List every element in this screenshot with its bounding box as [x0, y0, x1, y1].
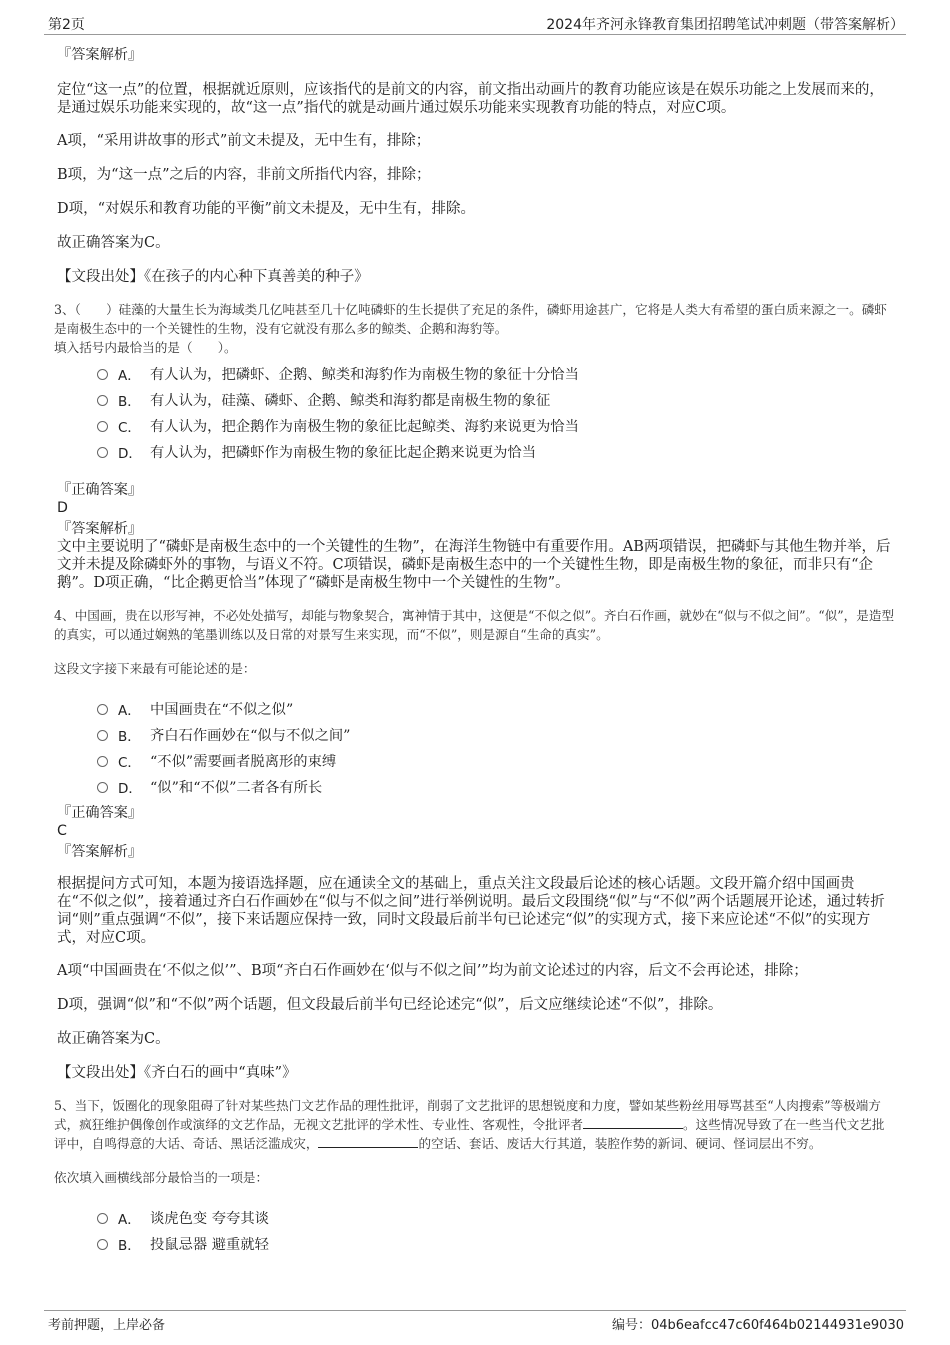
header-divider — [44, 34, 906, 35]
radio-icon[interactable] — [97, 1213, 108, 1224]
analysis-option-d: D项，强调“似”和“不似”两个话题，但文段最后前半句已经论述完“似”，后文应继续论述“不似”，排除。 — [57, 997, 723, 1013]
option-c[interactable]: C． “不似”需要画者脱离形的束缚 — [97, 748, 897, 774]
conclusion: 故正确答案为C。 — [57, 235, 170, 251]
answer-tag: 『正确答案』 — [57, 482, 143, 498]
option-d[interactable]: D． “似”和“不似”二者各有所长 — [97, 774, 897, 800]
analysis-option-ab: A项“中国画贵在‘不似之似’”、B项“齐白石作画妙在‘似与不似之间’”均为前文论述过的内容，后文不会再论述，排除； — [57, 963, 808, 979]
radio-icon[interactable] — [97, 730, 108, 741]
radio-icon[interactable] — [97, 421, 108, 432]
option-a[interactable]: A． 有人认为，把磷虾、企鹅、鲸类和海豹作为南极生物的象征十分恰当 — [97, 361, 897, 387]
question-5-prompt: 依次填入画横线部分最恰当的一项是： — [54, 1170, 269, 1185]
analysis-option-a: A项，“采用讲故事的形式”前文未提及，无中生有，排除； — [57, 133, 431, 149]
correct-answer: D — [57, 500, 68, 516]
analysis-tag: 『答案解析』 — [57, 47, 143, 63]
question-3-prompt: 填入括号内最恰当的是（ ）。 — [54, 340, 237, 355]
page-number: 第2页 — [48, 17, 85, 33]
analysis-paragraph: 根据提问方式可知，本题为接语选择题，应在通读全文的基础上，重点关注文段最后论述的核心话题。文段开篇介绍中国画贵在“不似之似”，接着通过齐白石作画妙在“似与不似之间”进行举例说明。最后文段围绕“似”与“不似”两个话题展开论述，通过转折词“则”重点强调“不似”，接下来话题应保持一致，同时文段最后前半句已论述完“似”的实现方式，接下来应论述“不似”的实现方式，对应C项。 — [57, 876, 885, 946]
blank-line-1 — [583, 1116, 683, 1129]
option-b[interactable]: B． 投鼠忌器 避重就轻 — [97, 1231, 897, 1257]
analysis-paragraph: 文中主要说明了“磷虾是南极生态中的一个关键性的生物”，在海洋生物链中有重要作用。AB两项错误，把磷虾与其他生物并举，后文并未提及除磷虾外的事物，与语义不符。C项错误，磷虾是南极生态中的一个关键性生物，即是南极生物的象征，而非只有“企鹅”。D项正确，“比企鹅更恰当”体现了“磷虾是南极生物中一个关键性的生物”。 — [57, 539, 891, 591]
radio-icon[interactable] — [97, 395, 108, 406]
question-4-stem: 4、中国画，贵在以形写神，不必处处描写，却能与物象契合，寓神情于其中，这便是“不似之似”。齐白石作画，就妙在“似与不似之间”。“似”，是造型的真实，可以通过娴熟的笔墨训练以及日常的对景写生来实现，而“不似”，则是源自“生命的真实”。 — [54, 608, 895, 642]
question-5-options — [57, 1205, 897, 1257]
radio-icon[interactable] — [97, 704, 108, 715]
radio-icon[interactable] — [97, 782, 108, 793]
answer-tag: 『正确答案』 — [57, 805, 143, 821]
option-b[interactable]: B． 有人认为，硅藻、磷虾、企鹅、鲸类和海豹都是南极生物的象征 — [97, 387, 897, 413]
question-4-options — [57, 696, 897, 800]
option-b[interactable]: B． 齐白石作画妙在“似与不似之间” — [97, 722, 897, 748]
document-title: 2024年齐河永锋教育集团招聘笔试冲刺题（带答案解析） — [546, 17, 904, 33]
radio-icon[interactable] — [97, 447, 108, 458]
page-content — [54, 46, 897, 1257]
option-c[interactable]: C． 有人认为，把企鹅作为南极生物的象征比起鲸类、海豹来说更为恰当 — [97, 413, 897, 439]
question-3-stem: 3、（ ）硅藻的大量生长为海域类几亿吨甚至几十亿吨磷虾的生长提供了充足的条件，磷虾用途甚广，它将是人类大有希望的蛋白质来源之一。磷虾是南极生态中的一个关键性的生物，没有它就没有那么多的鲸类、企鹅和海豹等。 — [54, 302, 887, 336]
correct-answer: C — [57, 823, 67, 839]
radio-icon[interactable] — [97, 369, 108, 380]
analysis-option-d: D项，“对娱乐和教育功能的平衡”前文未提及，无中生有，排除。 — [57, 201, 475, 217]
analysis-tag: 『答案解析』 — [57, 844, 143, 860]
conclusion: 故正确答案为C。 — [57, 1031, 170, 1047]
blank-line-2 — [318, 1135, 418, 1148]
source-citation: 【文段出处】《在孩子的内心种下真善美的种子》 — [57, 269, 369, 285]
radio-icon[interactable] — [97, 756, 108, 767]
analysis-paragraph: 定位“这一点”的位置，根据就近原则，应该指代的是前文的内容，前文指出动画片的教育功能应该是在娱乐功能之上发展而来的，是通过娱乐功能来实现的，故“这一点”指代的就是动画片通过娱乐功能来实现教育功能的特点，对应C项。 — [57, 82, 884, 116]
document-id: 编号：04b6eafcc47c60f464b02144931e9030 — [611, 1318, 904, 1333]
radio-icon[interactable] — [97, 1239, 108, 1250]
analysis-option-b: B项，为“这一点”之后的内容，非前文所指代内容，排除； — [57, 167, 431, 183]
footer-slogan: 考前押题，上岸必备 — [48, 1318, 166, 1333]
question-5-stem: 5、当下，饭圈化的现象阻碍了针对某些热门文艺作品的理性批评，削弱了文艺批评的思想锐度和力度，譬如某些粉丝用辱骂甚至“人肉搜索”等极端方式，疯狂维护偶像创作或演绎的文艺作品，无视文艺批评的学术性、专业性、客观性，令批评者 。这些情况导致了在一些当代文艺批评中，自鸣得意的大话、奇话、黑话泛滥成灾， 的空话、套话、废话大行其道，装腔作势的新词、硬词、怪词层出不穷。 — [54, 1098, 885, 1151]
option-a[interactable]: A． 中国画贵在“不似之似” — [97, 696, 897, 722]
option-d[interactable]: D． 有人认为，把磷虾作为南极生物的象征比起企鹅来说更为恰当 — [97, 439, 897, 465]
page-footer — [0, 1300, 950, 1345]
footer-divider — [44, 1310, 906, 1311]
analysis-tag: 『答案解析』 — [57, 521, 143, 537]
source-citation: 【文段出处】《齐白石的画中“真味”》 — [57, 1065, 297, 1081]
question-3-options — [57, 361, 897, 465]
option-a[interactable]: A． 谈虎色变 夸夸其谈 — [97, 1205, 897, 1231]
question-4-prompt: 这段文字接下来最有可能论述的是： — [54, 661, 256, 676]
page-header — [0, 0, 950, 38]
